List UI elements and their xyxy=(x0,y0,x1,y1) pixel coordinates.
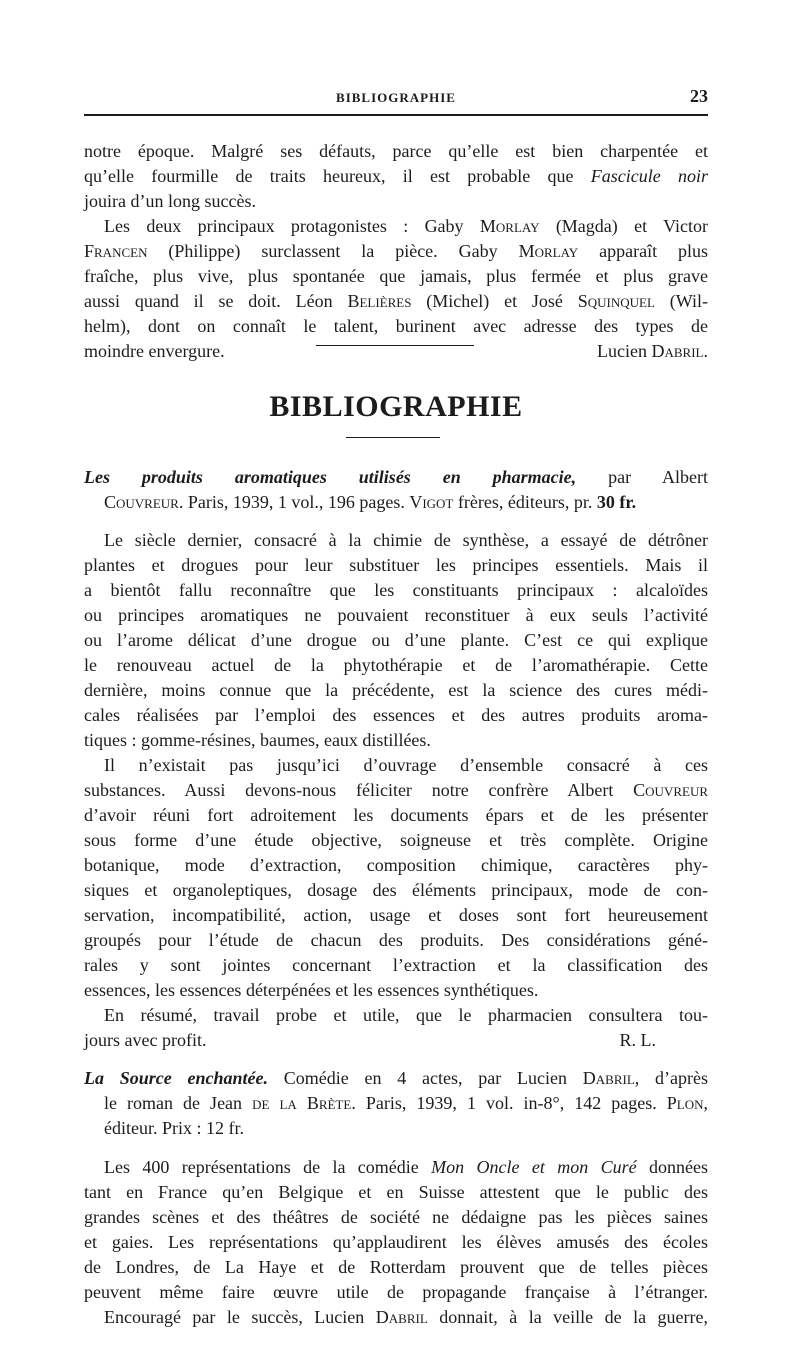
person-name: Belières xyxy=(347,291,412,311)
section-divider xyxy=(316,345,474,346)
text-line: jouira d’un long succès. xyxy=(84,191,256,211)
price: 30 fr. xyxy=(596,492,637,512)
text-line: moindre envergure. xyxy=(84,341,225,361)
section-heading: BIBLIOGRAPHIE xyxy=(269,390,523,423)
running-header-title: BIBLIOGRAPHIE xyxy=(336,90,456,105)
review-signature: R. L. xyxy=(619,1030,656,1050)
author-name: Couvreur. xyxy=(104,492,184,512)
entry-heading-line: La Source enchantée. Comédie en 4 actes, par Lucien Dabril, d’après xyxy=(84,1068,709,1088)
text-line: ou principes aromatiques ne pouvaient reconstituer à eux seuls l’activité xyxy=(84,605,708,625)
text-line: servation, incompatibilité, action, usage et doses sont fort heureusement xyxy=(84,905,708,925)
publisher-name: Plon, xyxy=(666,1093,709,1113)
text-line: a bientôt fallu reconnaître que les constituants principaux : alcaloïdes xyxy=(84,580,708,600)
text-line: d’avoir réuni fort adroitement les documents épars et de les présenter xyxy=(84,805,708,825)
running-header xyxy=(84,86,708,116)
play-title: Mon Oncle et mon Curé xyxy=(431,1157,637,1177)
heading-underline xyxy=(346,437,440,438)
text-line: essences, les essences déterpénées et les essences synthétiques. xyxy=(84,980,539,1000)
text-line: Les 400 représentations de la comédie Mon Oncle et mon Curé données xyxy=(104,1157,709,1177)
book-title: La Source enchantée. xyxy=(84,1068,269,1088)
play-title: Fascicule noir xyxy=(590,166,708,186)
text-line: et gaies. Les représentations qu’applaudirent les élèves amusés des écoles xyxy=(84,1232,708,1252)
author-name: de la Brète. xyxy=(252,1093,356,1113)
review-signature: Lucien Dabril. xyxy=(597,341,708,361)
text-line: Francen (Philippe) surclassent la pièce. Gaby Morlay apparaît plus xyxy=(84,241,709,261)
person-name: Squinquel xyxy=(577,291,655,311)
text-line: siques et organoleptiques, dosage des éléments principaux, mode de con- xyxy=(84,880,708,900)
text-line: rales y sont jointes concernant l’extraction et la classification des xyxy=(84,955,708,975)
text-line: botanique, mode d’extraction, composition chimique, caractères phy- xyxy=(84,855,708,875)
text-line: En résumé, travail probe et utile, que le pharmacien consultera tou- xyxy=(104,1005,708,1025)
text-line: tiques : gomme-résines, baumes, eaux distillées. xyxy=(84,730,431,750)
person-name: Francen xyxy=(84,241,148,261)
text-line: Le siècle dernier, consacré à la chimie de synthèse, a essayé de détrôner xyxy=(104,530,708,550)
author-name: Dabril, xyxy=(582,1068,640,1088)
text-line: aussi quand il se doit. Léon Belières (Michel) et José Squinquel (Wil- xyxy=(84,291,708,311)
text-line: grandes scènes et des théâtres de société ne dédaigne pas les pièces saines xyxy=(84,1207,708,1227)
text-line: Il n’existait pas jusqu’ici d’ouvrage d’ensemble consacré à ces xyxy=(104,755,708,775)
text-line: helm), dont on connaît le talent, burinent avec adresse des types de xyxy=(84,316,708,336)
text-line: qu’elle fourmille de traits heureux, il est probable que Fascicule noir xyxy=(84,166,708,186)
text-line: plantes et drogues pour leur substituer les principes essentiels. Mais il xyxy=(84,555,708,575)
text-line: le renouveau actuel de la phytothérapie et de l’aromathérapie. Cette xyxy=(84,655,708,675)
entry-heading-line: Les produits aromatiques utilisés en pharmacie, par Albert xyxy=(84,467,708,487)
text-line: substances. Aussi devons-nous féliciter notre confrère Albert Couvreur xyxy=(84,780,708,800)
text-line: cales réalisées par l’emploi des essences et des autres produits aroma- xyxy=(84,705,708,725)
book-title: Les produits aromatiques utilisés en pharmacie, xyxy=(84,467,577,487)
text-line: ou l’arome délicat d’une drogue ou d’une plante. C’est ce qui explique xyxy=(84,630,708,650)
person-name: Morlay xyxy=(479,216,540,236)
text-line: Encouragé par le succès, Lucien Dabril donnait, à la veille de la guerre, xyxy=(104,1307,709,1327)
page-number: 23 xyxy=(690,86,708,106)
text-line: sous forme d’une étude objective, soigneuse et très complète. Origine xyxy=(84,830,708,850)
text-line: Les deux principaux protagonistes : Gaby Morlay (Magda) et Victor xyxy=(104,216,709,236)
publisher-name: Vigot xyxy=(409,492,454,512)
entry-heading-line: Couvreur. Paris, 1939, 1 vol., 196 pages. Vigot frères, éditeurs, pr. 30 fr. xyxy=(104,492,637,512)
text-line: fraîche, plus vive, plus spontanée que jamais, plus fermée et plus grave xyxy=(84,266,708,286)
text-line: tant en France qu’en Belgique et en Suisse attestent que le public des xyxy=(84,1182,708,1202)
text-line: groupés pour l’étude de chacun des produits. Des considérations géné- xyxy=(84,930,708,950)
entry-heading-line: le roman de Jean de la Brète. Paris, 1939, 1 vol. in-8°, 142 pages. Plon, xyxy=(104,1093,709,1113)
entry-heading-line: éditeur. Prix : 12 fr. xyxy=(104,1118,244,1138)
person-name: Morlay xyxy=(518,241,579,261)
person-name: Dabril xyxy=(375,1307,428,1327)
text-line: dernière, moins connue que la précédente, est la science des cures médi- xyxy=(84,680,708,700)
text-line: jours avec profit. xyxy=(84,1030,207,1050)
person-name: Couvreur xyxy=(633,780,708,800)
text-line: peuvent même faire œuvre utile de propagande française à l’étranger. xyxy=(84,1282,708,1302)
text-line: de Londres, de La Haye et de Rotterdam prouvent que de telles pièces xyxy=(84,1257,708,1277)
text-line: notre époque. Malgré ses défauts, parce qu’elle est bien charpentée et xyxy=(84,141,708,161)
